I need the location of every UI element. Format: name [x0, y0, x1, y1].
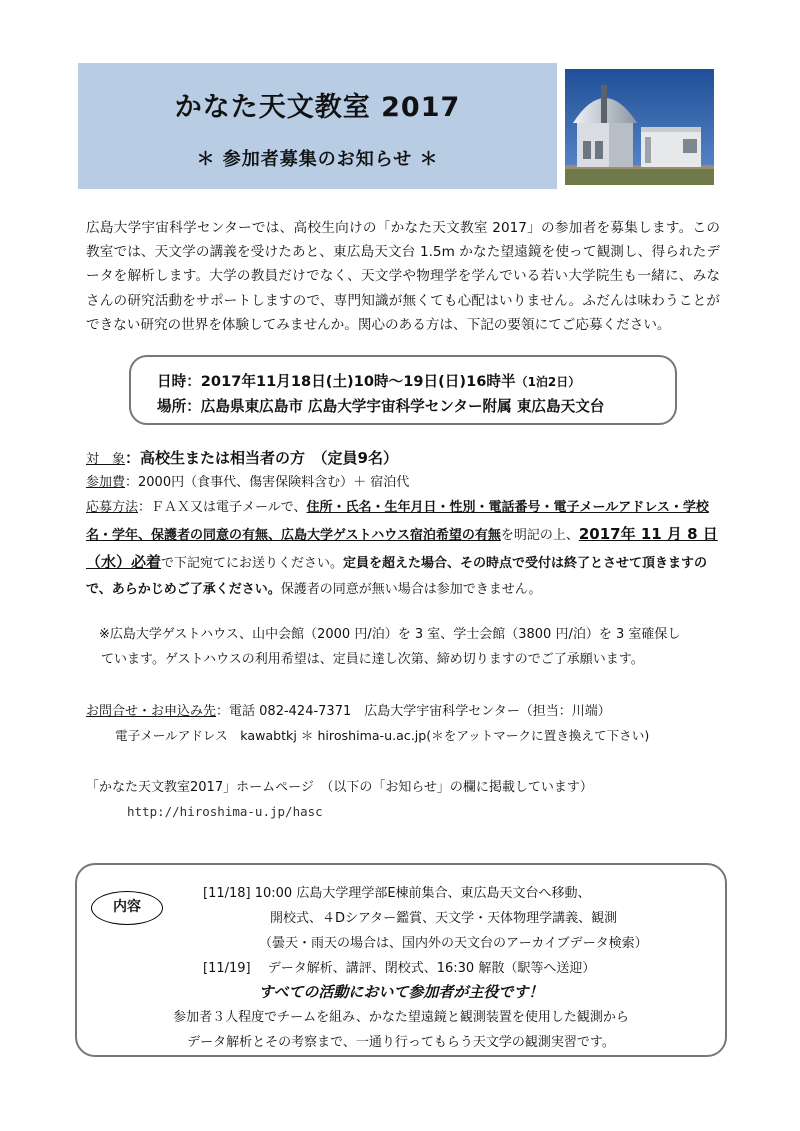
fee-row — [86, 471, 726, 495]
fee-label: 参加費 — [86, 475, 126, 490]
apply-required-items: 住所・氏名・生年月日・性別・電話番号・電子メールアドレス・学校名・学年、保護者の同意の有無、広島大学ゲストハウス宿泊希望の有無 — [86, 500, 709, 543]
date-line — [157, 370, 580, 391]
page-subtitle: ＊ 参加者募集のお知らせ ＊ — [196, 149, 439, 170]
apply-text-5: で下記宛てにお送りください。 — [161, 556, 344, 571]
contact-block — [86, 700, 746, 748]
homepage-block — [86, 776, 726, 824]
target-value: ：高校生または相当者の方 （定員9名） — [125, 449, 398, 467]
homepage-url[interactable]: http://hiroshima-u.jp/hasc — [127, 804, 323, 819]
content-line-5: 参加者３人程度でチームを組み、かなた望遠鏡と観測装置を使用した観測から — [173, 1010, 629, 1025]
contact-label: お問合せ・お申込み先 — [86, 704, 217, 719]
content-line-2: 開校式、４Dシアター鑑賞、天文学・天体物理学講義、観測 — [270, 911, 618, 926]
guesthouse-note-line2: ています。ゲストハウスの利用希望は、定員に達し次第、締め切りますのでご了承願います。 — [101, 652, 644, 667]
apply-deadline: 2017年 11 月 8 日（水）必着 — [86, 525, 718, 571]
date-note: （1泊2日） — [515, 375, 581, 389]
schedule-box — [129, 355, 677, 425]
apply-consent-note: 保護者の同意が無い場合は参加できません。 — [280, 582, 542, 597]
target-row — [86, 446, 726, 472]
content-line-1: [11/18] 10:00 広島大学理学部E棟前集合、東広島天文台へ移動、 — [203, 886, 591, 901]
header-banner — [78, 63, 557, 189]
content-box — [75, 863, 727, 1057]
guesthouse-note-line1: ※広島大学ゲストハウス、山中会館（2000 円/泊）を 3 室、学士会館（3800 円/泊）を 3 室確保し — [99, 627, 681, 642]
homepage-line: 「かなた天文教室2017」ホームページ （以下の「お知らせ」の欄に掲載しています） — [86, 780, 593, 795]
apply-label: 応募方法 — [86, 500, 139, 515]
place-line: 場所：広島県東広島市 広島大学宇宙科学センター附属 東広島天文台 — [157, 398, 605, 415]
content-line-6: データ解析とその考察まで、一通り行ってもらう天文学の観測実習です。 — [187, 1035, 615, 1050]
guesthouse-note — [99, 622, 729, 672]
content-line-3: （曇天・雨天の場合は、国内外の天文台のアーカイブデータ検索） — [259, 936, 648, 951]
content-emphasis: すべての活動において参加者が主役です！ — [258, 983, 544, 1001]
observatory-photo — [565, 69, 714, 185]
fee-value: ：2000円（食事代、傷害保険料含む）＋ 宿泊代 — [125, 475, 410, 490]
contact-phone: ：電話 082-424-7371 広島大学宇宙科学センター（担当：川端） — [216, 704, 611, 719]
apply-capacity-note: 定員を超えた場合、その時点で受付は終了とさせて頂きますので、あらかじめご了承ください。 — [86, 556, 708, 597]
target-label: 対 象 — [86, 452, 126, 467]
content-line-4: [11/19] データ解析、講評、閉校式、16:30 解散（駅等へ送迎） — [203, 961, 596, 976]
content-badge: 内容 — [91, 891, 163, 925]
apply-text-3: を明記の上、 — [500, 528, 579, 543]
contact-email: 電子メールアドレス kawabtkj ＊ hiroshima-u.ac.jp(＊をアットマークに置き換えて下さい) — [115, 728, 650, 743]
apply-block — [86, 495, 726, 603]
apply-text-1: ：ＦＡＸ又は電子メールで、 — [138, 500, 307, 515]
page-title: かなた天文教室 2017 — [174, 92, 461, 123]
date-main: 日時：2017年11月18日(土)10時～19日(日)16時半 — [157, 373, 516, 390]
intro-paragraph: 広島大学宇宙科学センターでは、高校生向けの「かなた天文教室 2017」の参加者を募集します。この教室では、天文学の講義を受けたあと、東広島天文台 1.5m かなた望遠鏡を使って観測し、得られたデータを解析します。大学の教員だけでなく、天文学や物理学を学んでいる若い大学院生も一緒に、みなさんの研究活動をサポートしますので、専門知識が無くても心配はいりません。ふだんは味わうことができない研究の世界を体験してみませんか。関心のある方は、下記の要領にてご応募ください。 — [86, 220, 720, 333]
contact-line1 — [86, 700, 746, 724]
